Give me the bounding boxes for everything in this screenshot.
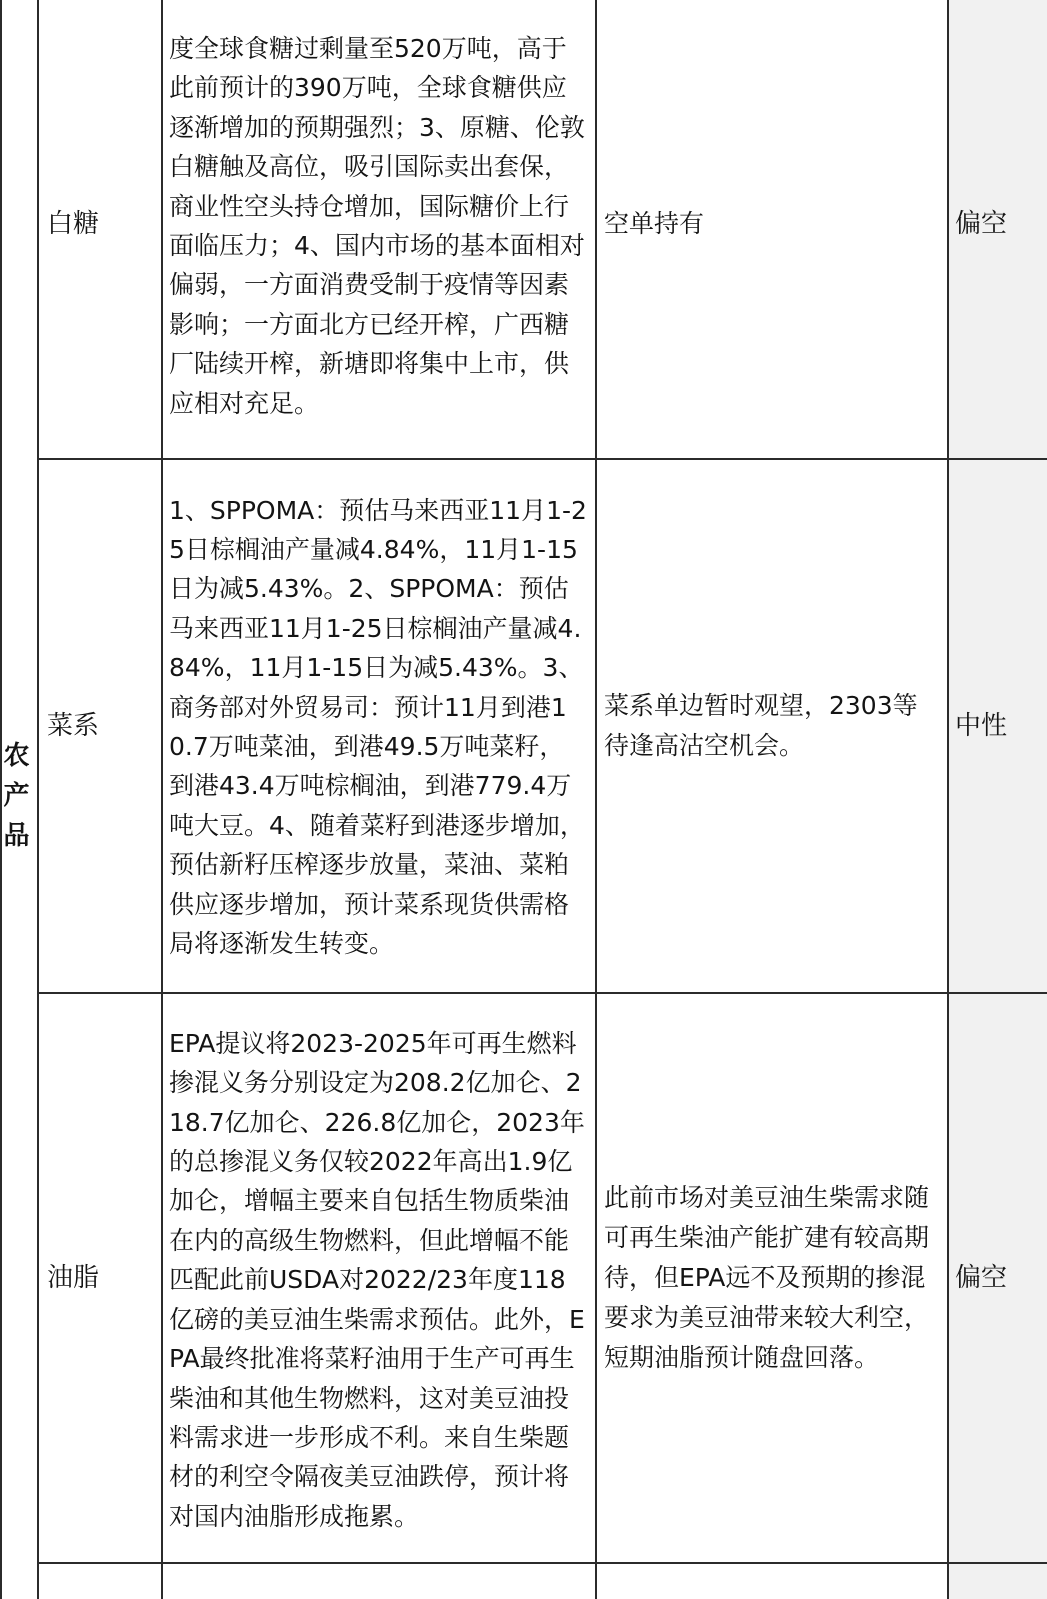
strategy-cell bbox=[596, 993, 948, 1563]
empty-cell bbox=[596, 1563, 948, 1599]
empty-cell bbox=[948, 1563, 1047, 1599]
view-text: 中性 bbox=[955, 711, 1008, 741]
logic-text: 1、SPPOMA：预估马来西亚11月1-25日棕榈油产量减4.84%，11月1-15日为减5.43%。2、SPPOMA：预估马来西亚11月1-25日棕榈油产量减4.84%，11月1-15日为减5.43%。3、商务部对外贸易司：预计11月到港10.7万吨菜油，到港49.5万吨菜籽，到港43.4万吨棕榈油，到港779.4万吨大豆。4、随着菜籽到港逐步增加，预估新籽压榨逐步放量，菜油、菜粕供应逐步增加，预计菜系现货供需格局将逐渐发生转变。 bbox=[169, 495, 587, 959]
logic-cell bbox=[162, 459, 596, 993]
strategy-text: 此前市场对美豆油生柴需求随可再生柴油产能扩建有较高期待，但EPA远不及预期的掺混要求为美豆油带来较大利空，短期油脂预计随盘回落。 bbox=[604, 1183, 930, 1372]
table-row-sugar bbox=[1, 0, 1047, 459]
commodity-name-cell bbox=[38, 459, 162, 993]
view-cell bbox=[948, 0, 1047, 459]
empty-cell bbox=[162, 1563, 596, 1599]
commodity-name-cell bbox=[38, 993, 162, 1563]
category-label: 农产品 bbox=[3, 741, 30, 851]
table-row-oils bbox=[1, 993, 1047, 1563]
table-row-rapeseed bbox=[1, 459, 1047, 993]
view-cell bbox=[948, 993, 1047, 1563]
logic-text: EPA提议将2023-2025年可再生燃料掺混义务分别设定为208.2亿加仑、218.7亿加仑、226.8亿加仑，2023年的总掺混义务仅较2022年高出1.9亿加仑，增幅主要来自包括生物质柴油在内的高级生物燃料，但此增幅不能匹配此前USDA对2022/23年度118亿磅的美豆油生柴需求预估。此外，EPA最终批准将菜籽油用于生产可再生柴油和其他生物燃料，这对美豆油投料需求进一步形成不利。来自生柴题材的利空令隔夜美豆油跌停，预计将对国内油脂形成拖累。 bbox=[169, 1028, 585, 1531]
commodity-name: 白糖 bbox=[47, 209, 100, 239]
view-text: 偏空 bbox=[955, 209, 1008, 239]
commodity-name: 油脂 bbox=[47, 1263, 100, 1293]
strategy-text: 菜系单边暂时观望，2303等待逢高沽空机会。 bbox=[604, 691, 918, 760]
logic-text: 度全球食糖过剩量至520万吨，高于此前预计的390万吨，全球食糖供应逐渐增加的预期强烈；3、原糖、伦敦白糖触及高位，吸引国际卖出套保，商业性空头持仓增加，国际糖价上行面临压力；4、国内市场的基本面相对偏弱，一方面消费受制于疫情等因素影响；一方面北方已经开榨，广西糖厂陆续开榨，新塘即将集中上市，供应相对充足。 bbox=[169, 33, 585, 418]
view-cell bbox=[948, 459, 1047, 993]
logic-cell bbox=[162, 0, 596, 459]
table-row-next-partial bbox=[1, 1563, 1047, 1599]
empty-cell bbox=[38, 1563, 162, 1599]
category-cell bbox=[1, 0, 38, 1599]
strategy-text: 空单持有 bbox=[604, 209, 705, 238]
strategy-cell bbox=[596, 0, 948, 459]
view-text: 偏空 bbox=[955, 1263, 1008, 1293]
commodity-name-cell bbox=[38, 0, 162, 459]
logic-cell bbox=[162, 993, 596, 1563]
strategy-cell bbox=[596, 459, 948, 993]
commodity-name: 菜系 bbox=[47, 711, 100, 741]
